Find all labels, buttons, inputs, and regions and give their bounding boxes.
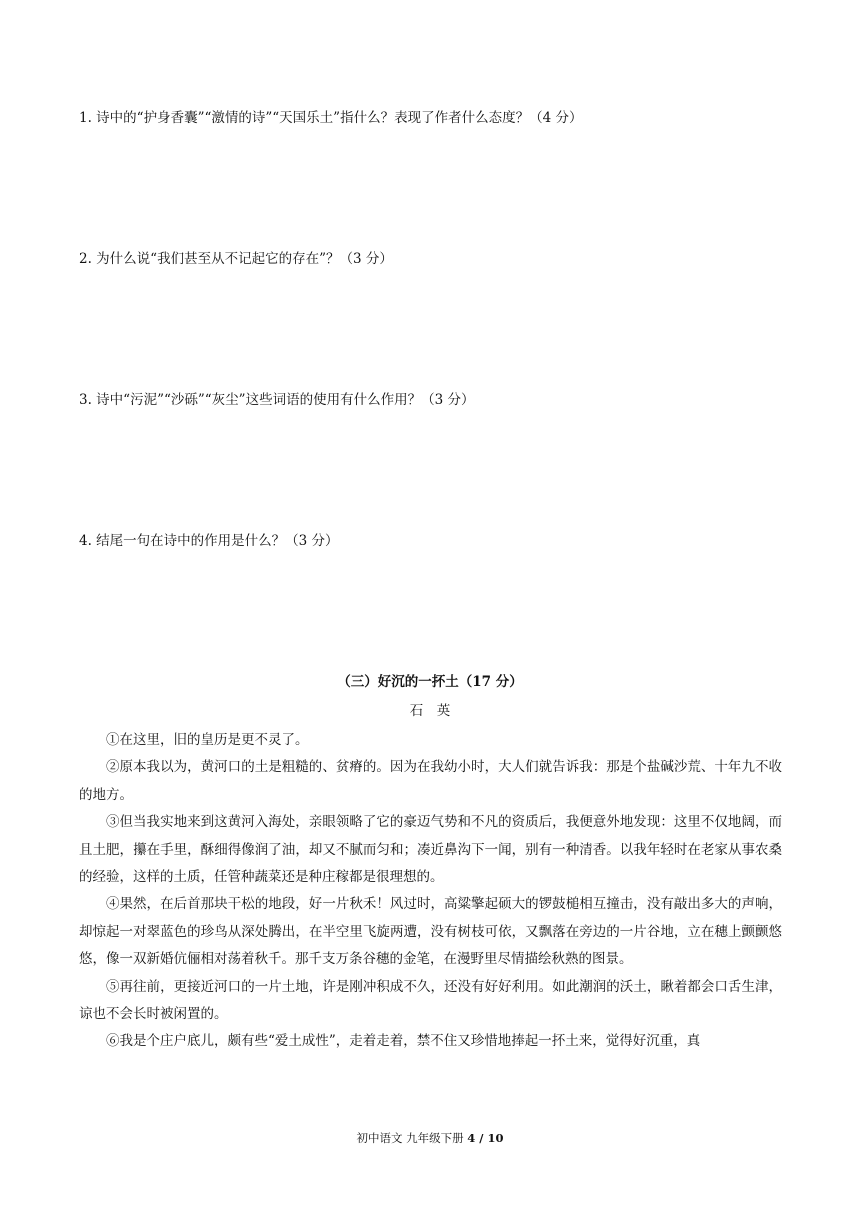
- paragraph-6: ⑥我是个庄户底儿，颇有些“爱土成性”，走着走着，禁不住又珍惜地捧起一抔土来，觉得好沉重，真: [106, 1033, 701, 1050]
- section-title: （三）好沉的一抔土（17 分）: [337, 674, 523, 690]
- question-4: 4. 结尾一句在诗中的作用是什么？（3 分）: [79, 533, 339, 549]
- paragraph-3: ③但当我实地来到这黄河入海处，亲眼领略了它的豪迈气势和不凡的资质后，我便意外地发现：这里不仅地阔，而且土肥，攥在手里，酥细得像润了油，却又不腻而匀和；凑近鼻沟下一闻，别有一种清香。以我年轻时在老家从事农桑的经验，这样的土质，任管种蔬菜还是种庄稼都是很理想的。: [79, 814, 782, 886]
- page-number: 4 / 10: [467, 1131, 504, 1145]
- article-body: [79, 727, 782, 1056]
- question-3: 3. 诗中“污泥”“沙砾”“灰尘”这些词语的使用有什么作用？（3 分）: [79, 392, 475, 408]
- paragraph-1: ①在这里，旧的皇历是更不灵了。: [106, 732, 309, 748]
- paragraph-5: ⑤再往前，更接近河口的一片土地，许是刚冲积成不久，还没有好好利用。如此潮润的沃土，瞅着都会口舌生津，谅也不会长时被闲置的。: [79, 978, 782, 1023]
- author-name: 石 英: [409, 703, 451, 719]
- question-2: 2. 为什么说“我们甚至从不记起它的存在”？（3 分）: [79, 251, 393, 267]
- question-1: 1. 诗中的“护身香囊”“激情的诗”“天国乐土”指什么？表现了作者什么态度？（4 分）: [79, 110, 583, 126]
- paragraph-4: ④果然，在后首那块干松的地段，好一片秋禾！风过时，高粱擎起硕大的锣鼓槌相互撞击，没有敲出多大的声响，却惊起一对翠蓝色的珍鸟从深处腾出，在半空里飞旋两遭，没有树枝可依，又飘落在旁边的一片谷地，立在穗上颤颤悠悠，像一双新婚伉俪相对荡着秋千。那千支万条谷穗的金笔，在漫野里尽情描绘秋熟的图景。: [79, 896, 782, 968]
- page-footer: [0, 1130, 860, 1146]
- footer-label: 初中语文 九年级下册: [356, 1131, 468, 1145]
- paragraph-2: ②原本我以为，黄河口的土是粗糙的、贫瘠的。因为在我幼小时，大人们就告诉我：那是个盐碱沙荒、十年九不收的地方。: [79, 759, 782, 803]
